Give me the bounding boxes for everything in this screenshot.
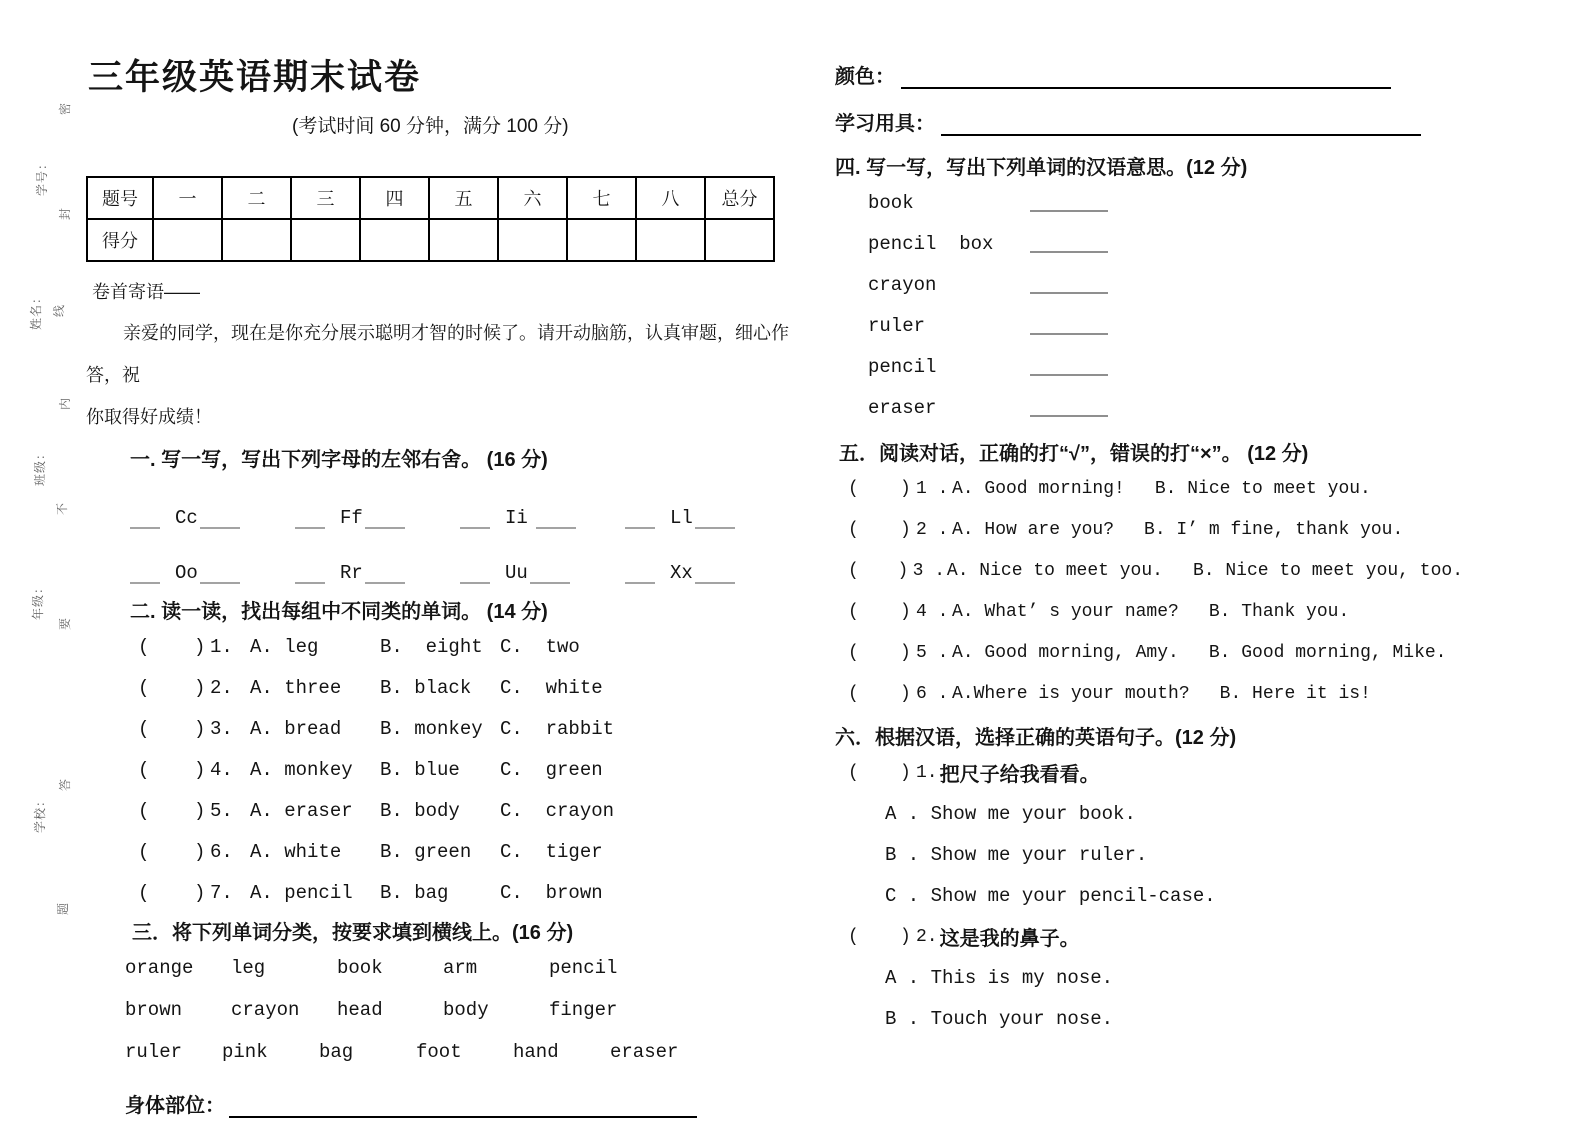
paren-open: ( <box>848 762 859 783</box>
answer-blank <box>1030 208 1108 212</box>
body-parts-line <box>125 1089 804 1118</box>
answer-line <box>941 130 1421 136</box>
letter-item <box>625 562 790 584</box>
answer-blank <box>1030 290 1108 294</box>
letter-item <box>295 562 460 584</box>
section5-heading: 五．阅读对话，正确的打“√”，错误的打“×”。 (12 分) <box>839 443 1309 465</box>
word: pencil box <box>868 232 994 255</box>
question-text: 把尺子给我看看。 <box>939 764 1100 786</box>
choice-row <box>138 749 804 790</box>
letter-pair: Rr <box>340 562 363 584</box>
option-b: B. body <box>380 799 460 822</box>
sentence-question <box>848 916 1463 957</box>
choice-row <box>138 831 804 872</box>
supplies-line <box>835 107 1463 136</box>
translate-row <box>868 264 1463 305</box>
item-number: 3. <box>210 717 233 740</box>
paren-close: ) <box>900 642 911 663</box>
option-b: B. monkey <box>380 717 483 740</box>
dialog-row <box>848 673 1463 714</box>
section2-heading: 二. 读一读，找出每组中不同类的单词。 (14 分) <box>130 601 548 623</box>
letter-item <box>130 507 295 529</box>
word: brown <box>125 999 183 1021</box>
item-number: 6. <box>210 840 233 863</box>
dialog-row <box>848 468 1463 509</box>
option-b: B . Show me your ruler. <box>885 843 1148 866</box>
answer-blank <box>365 580 405 584</box>
margin-field-name: 姓名： <box>29 290 44 331</box>
score-cell-empty <box>636 219 705 261</box>
letter-pair: Oo <box>175 562 198 584</box>
option-a: A . Show me your book. <box>885 802 1136 825</box>
answer-blank <box>460 580 490 584</box>
score-cell-empty <box>291 219 360 261</box>
paren-open: ( <box>848 478 859 499</box>
item-number: 1. <box>916 762 938 783</box>
paren-open: ( <box>848 560 859 581</box>
paren-close: ) <box>900 601 911 622</box>
answer-line <box>229 1112 697 1118</box>
paren-close: ) <box>194 717 206 740</box>
option-a: A. white <box>250 840 342 863</box>
option-c: C. green <box>500 758 603 781</box>
option-c: C. tiger <box>500 840 603 863</box>
score-table-col: 二 <box>222 177 291 219</box>
paren-close: ) <box>900 683 911 704</box>
paren-close: ) <box>194 840 206 863</box>
letter-pair: Ff <box>340 507 363 529</box>
answer-blank <box>695 580 735 584</box>
option-a: A. What’ s your name? <box>952 601 1179 622</box>
answer-blank <box>200 580 240 584</box>
paren-close: ) <box>900 478 911 499</box>
answer-blank <box>1030 249 1108 253</box>
word: pencil <box>549 957 618 979</box>
score-cell-empty <box>567 219 636 261</box>
section4-heading: 四. 写一写，写出下列单词的汉语意思。(12 分) <box>835 157 1248 179</box>
option-c: C . Show me your pencil-case. <box>885 884 1216 907</box>
exam-subtitle: (考试时间 60 分钟，满分 100 分) <box>292 116 569 137</box>
choice-row <box>138 708 804 749</box>
word: bag <box>319 1041 354 1063</box>
paren-open: ( <box>138 676 150 699</box>
paren-close: ) <box>194 758 206 781</box>
paren-open: ( <box>848 683 859 704</box>
paren-open: ( <box>138 799 150 822</box>
supplies-label: 学习用具： <box>835 113 935 135</box>
page-title: 三年级英语期末试卷 <box>88 58 422 97</box>
paren-close: ) <box>194 676 206 699</box>
answer-blank <box>1030 372 1108 376</box>
translate-row <box>868 223 1463 264</box>
item-number: 2. <box>210 676 233 699</box>
seal-char: 不 <box>55 501 70 516</box>
word: pink <box>222 1041 268 1063</box>
body-parts-label: 身体部位： <box>125 1095 225 1117</box>
translate-row <box>868 387 1463 428</box>
paren-open: ( <box>138 881 150 904</box>
option-b: B. blue <box>380 758 460 781</box>
item-number: 1 . <box>916 478 949 499</box>
option-c: C. rabbit <box>500 717 615 740</box>
word: foot <box>416 1041 462 1063</box>
answer-blank <box>530 580 570 584</box>
score-cell-empty <box>429 219 498 261</box>
item-number: 6 . <box>916 683 949 704</box>
option-c: C. crayon <box>500 799 615 822</box>
paren-close: ) <box>900 519 911 540</box>
word: finger <box>549 999 618 1021</box>
margin-field-grade: 年级： <box>31 580 46 621</box>
option-b: B. eight <box>380 635 483 658</box>
option-a: A. monkey <box>250 758 353 781</box>
paren-close: ) <box>900 926 911 947</box>
score-table-col: 七 <box>567 177 636 219</box>
seal-char: 要 <box>58 616 73 631</box>
letter-item <box>460 562 625 584</box>
item-number: 4. <box>210 758 233 781</box>
item-number: 1. <box>210 635 233 658</box>
paren-open: ( <box>848 519 859 540</box>
seal-char: 答 <box>58 777 73 792</box>
margin-field-school: 学校： <box>33 793 48 834</box>
letter-item <box>625 507 790 529</box>
word-row <box>125 947 804 989</box>
section6-heading: 六．根据汉语，选择正确的英语句子。(12 分) <box>835 727 1237 749</box>
score-table-col: 八 <box>636 177 705 219</box>
seal-char: 内 <box>58 396 73 411</box>
option-b: B. Good morning, Mike. <box>1208 642 1447 663</box>
word: book <box>337 957 383 979</box>
option-a: A. How are you? <box>952 519 1115 540</box>
option-b: B. Here it is! <box>1219 683 1371 704</box>
option-a: A . This is my nose. <box>885 966 1114 989</box>
score-cell-empty <box>153 219 222 261</box>
seal-margin <box>0 0 84 1122</box>
option-b: B. Thank you. <box>1208 601 1350 622</box>
option-b: B. Nice to meet you. <box>1154 478 1371 499</box>
translate-row <box>868 305 1463 346</box>
letter-row <box>130 488 804 529</box>
word-row <box>125 1031 804 1073</box>
letter-item <box>130 562 295 584</box>
dialog-row <box>848 632 1463 673</box>
word: ruler <box>868 314 926 337</box>
score-table-col: 五 <box>429 177 498 219</box>
paren-open: ( <box>848 926 859 947</box>
option-a: A. pencil <box>250 881 353 904</box>
choice-row <box>138 872 804 913</box>
answer-blank <box>365 525 405 529</box>
item-number: 5. <box>210 799 233 822</box>
option-a: A. Nice to meet you. <box>946 560 1163 581</box>
letter-pair: Ii <box>505 507 528 529</box>
letter-pair: Xx <box>670 562 693 584</box>
word: eraser <box>610 1041 679 1063</box>
section3-heading: 三．将下列单词分类，按要求填到横线上。(16 分) <box>132 922 574 944</box>
paren-close: ) <box>897 560 909 581</box>
seal-char: 密 <box>58 101 73 116</box>
score-cell-empty <box>498 219 567 261</box>
choice-row <box>138 790 804 831</box>
preface-text: 亲爱的同学，现在是你充分展示聪明才智的时候了。请开动脑筋，认真审题，细心作答，祝 <box>86 323 789 385</box>
answer-blank <box>130 525 160 529</box>
section1-heading: 一. 写一写，写出下列字母的左邻右舍。 (16 分) <box>130 449 548 471</box>
preface-label: 卷首寄语—— <box>92 282 200 302</box>
choice-row <box>138 626 804 667</box>
option-c: C. white <box>500 676 603 699</box>
colors-label: 颜色： <box>835 66 895 88</box>
score-table <box>86 176 775 262</box>
score-table-score-row <box>87 219 774 261</box>
letter-pair: Cc <box>175 507 198 529</box>
paren-open: ( <box>138 717 150 740</box>
paren-close: ) <box>194 799 206 822</box>
letter-pair: Ll <box>670 507 693 529</box>
letter-row <box>130 543 804 584</box>
word-row <box>125 989 804 1031</box>
letter-item <box>295 507 460 529</box>
option-b: B . Touch your nose. <box>885 1007 1114 1030</box>
score-table-col: 三 <box>291 177 360 219</box>
translate-row <box>868 182 1463 223</box>
answer-blank <box>130 580 160 584</box>
word: orange <box>125 957 194 979</box>
answer-blank <box>295 525 325 529</box>
paren-open: ( <box>138 840 150 863</box>
left-column <box>86 55 804 1118</box>
item-number: 3 . <box>912 560 946 581</box>
score-cell-empty <box>360 219 429 261</box>
word: hand <box>513 1041 559 1063</box>
option-b: B. Nice to meet you, too. <box>1192 560 1463 581</box>
word: pencil <box>868 355 937 378</box>
letter-pair: Uu <box>505 562 528 584</box>
score-table-score-label: 得分 <box>87 219 153 261</box>
item-number: 2. <box>916 926 938 947</box>
item-number: 7. <box>210 881 233 904</box>
colors-line <box>835 60 1463 89</box>
paren-open: ( <box>848 601 859 622</box>
answer-blank <box>460 525 490 529</box>
word: ruler <box>125 1041 183 1063</box>
word: book <box>868 191 914 214</box>
letter-item <box>460 507 625 529</box>
option-a: A.Where is your mouth? <box>952 683 1190 704</box>
option-b: B. green <box>380 840 472 863</box>
word: crayon <box>868 273 937 296</box>
option-a: A. three <box>250 676 342 699</box>
option-b: B. bag <box>380 881 449 904</box>
paren-close: ) <box>194 881 206 904</box>
answer-blank <box>200 525 240 529</box>
answer-blank <box>695 525 735 529</box>
margin-field-class: 班级： <box>33 446 48 487</box>
answer-blank <box>295 580 325 584</box>
translate-row <box>868 346 1463 387</box>
word: body <box>443 999 489 1021</box>
choice-row <box>138 667 804 708</box>
dialog-row <box>848 509 1463 550</box>
dialog-row <box>848 550 1463 591</box>
answer-line <box>901 83 1391 89</box>
seal-char: 封 <box>58 206 73 221</box>
paren-open: ( <box>848 642 859 663</box>
paren-open: ( <box>138 758 150 781</box>
answer-blank <box>1030 413 1108 417</box>
option-a: A. Good morning! <box>952 478 1125 499</box>
item-number: 2 . <box>916 519 949 540</box>
paren-close: ) <box>194 635 206 658</box>
word: head <box>337 999 383 1021</box>
score-cell-empty <box>222 219 291 261</box>
preface-text: 你取得好成绩！ <box>86 407 212 427</box>
word: eraser <box>868 396 937 419</box>
answer-blank <box>536 525 576 529</box>
seal-char: 题 <box>56 901 71 916</box>
score-table-header-row <box>87 177 774 219</box>
paren-close: ) <box>900 762 911 783</box>
option-a: A. bread <box>250 717 342 740</box>
score-table-question-label: 题号 <box>87 177 153 219</box>
word: crayon <box>231 999 300 1021</box>
sentence-question <box>848 752 1463 793</box>
answer-blank <box>625 580 655 584</box>
option-a: A. eraser <box>250 799 353 822</box>
option-a: A. Good morning, Amy. <box>952 642 1179 663</box>
answer-blank <box>1030 331 1108 335</box>
option-c: C. two <box>500 635 580 658</box>
dialog-row <box>848 591 1463 632</box>
seal-char: 线 <box>52 303 67 318</box>
question-text: 这是我的鼻子。 <box>939 928 1080 950</box>
word: arm <box>443 957 478 979</box>
option-c: C. brown <box>500 881 603 904</box>
score-cell-empty <box>705 219 774 261</box>
score-table-col: 六 <box>498 177 567 219</box>
option-a: A. leg <box>250 635 319 658</box>
score-table-col: 一 <box>153 177 222 219</box>
option-b: B. black <box>380 676 472 699</box>
right-column <box>835 46 1463 1039</box>
item-number: 5 . <box>916 642 949 663</box>
score-table-col-total: 总分 <box>705 177 774 219</box>
margin-field-student-id: 学号： <box>35 156 50 197</box>
option-b: B. I’ m fine, thank you. <box>1144 519 1404 540</box>
paren-open: ( <box>138 635 150 658</box>
word: leg <box>231 957 266 979</box>
answer-blank <box>625 525 655 529</box>
item-number: 4 . <box>916 601 949 622</box>
score-table-col: 四 <box>360 177 429 219</box>
